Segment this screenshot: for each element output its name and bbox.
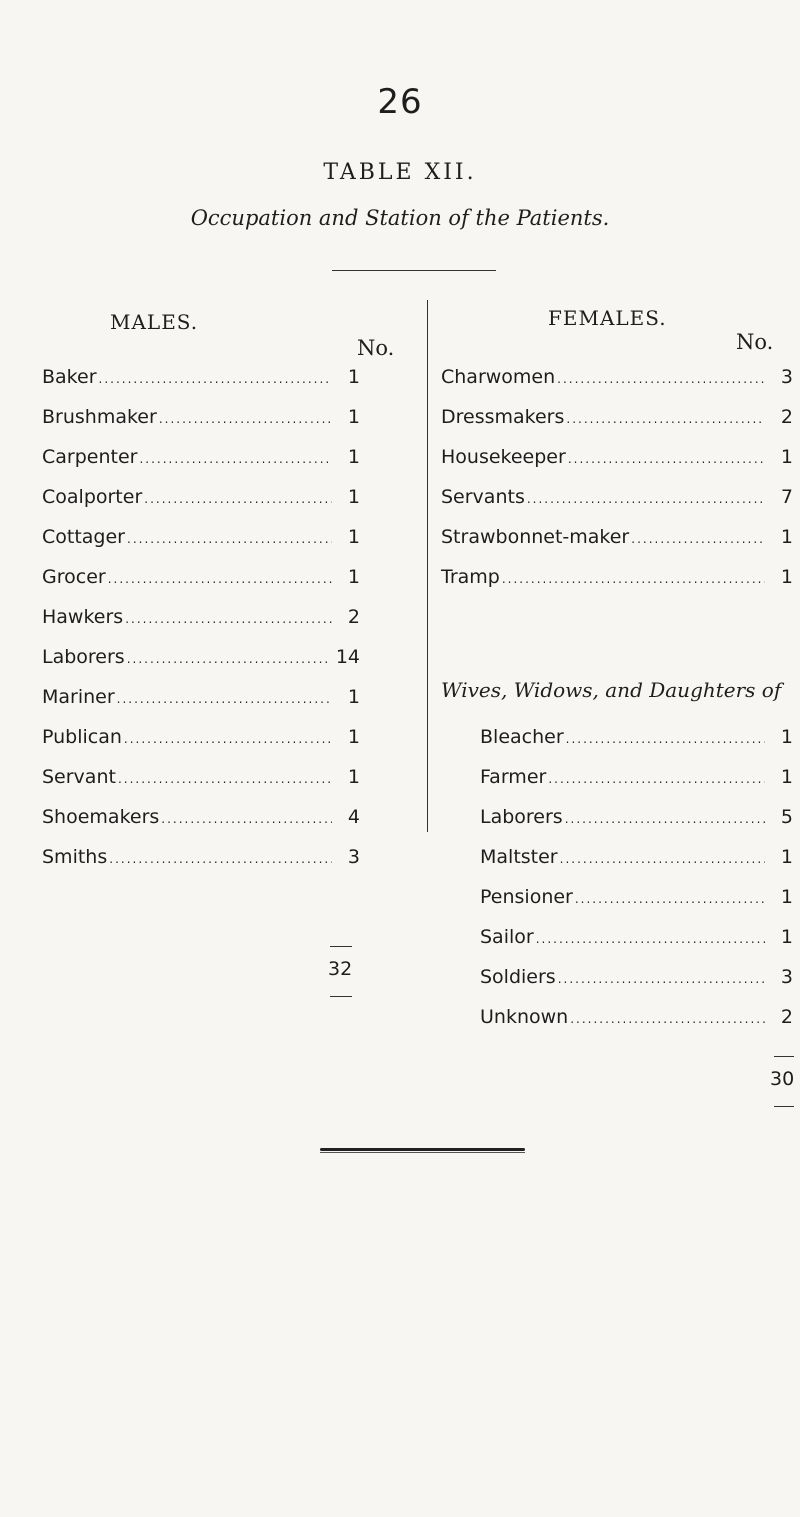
occupation-label: Pensioner: [480, 886, 573, 908]
dot-leader: [117, 692, 332, 706]
dot-leader: [99, 372, 332, 386]
count-value: 1: [347, 406, 360, 428]
count-value: 1: [780, 446, 793, 468]
dot-leader: [558, 972, 765, 986]
count-value: 1: [347, 366, 360, 388]
table-row: [42, 806, 360, 836]
dot-leader: [127, 652, 330, 666]
dot-leader: [566, 732, 765, 746]
occupation-label: Grocer: [42, 566, 106, 588]
count-value: 1: [780, 726, 793, 748]
table-row: [441, 406, 793, 436]
count-value: 3: [780, 366, 793, 388]
count-value: 1: [347, 526, 360, 548]
females-heading: FEMALES.: [548, 306, 667, 330]
males-total-rule-top: [330, 946, 352, 947]
dot-leader: [565, 812, 765, 826]
occupation-label: Farmer: [480, 766, 547, 788]
females-total-rule-top: [774, 1056, 794, 1057]
table-row: [480, 926, 793, 956]
title-rule: [332, 270, 496, 271]
table-row: [441, 526, 793, 556]
table-row: [480, 846, 793, 876]
dot-leader: [548, 772, 765, 786]
females-no-label: No.: [736, 330, 774, 354]
table-row: [42, 646, 360, 676]
occupation-label: Strawbonnet-maker: [441, 526, 630, 548]
dot-leader: [125, 612, 332, 626]
count-value: 1: [347, 686, 360, 708]
dot-leader: [566, 412, 765, 426]
occupation-label: Mariner: [42, 686, 115, 708]
count-value: 1: [347, 726, 360, 748]
occupation-label: Maltster: [480, 846, 558, 868]
occupation-label: Baker: [42, 366, 97, 388]
occupation-label: Soldiers: [480, 966, 556, 988]
table-title: TABLE XII.: [323, 160, 477, 185]
column-divider: [427, 300, 428, 832]
dot-leader: [127, 532, 332, 546]
table-row: [42, 566, 360, 596]
count-value: 1: [347, 446, 360, 468]
occupation-label: Charwomen: [441, 366, 556, 388]
count-value: 1: [347, 486, 360, 508]
count-value: 2: [780, 1006, 793, 1028]
count-value: 2: [780, 406, 793, 428]
table-row: [42, 606, 360, 636]
dot-leader: [108, 572, 332, 586]
table-row: [42, 366, 360, 396]
table-row: [480, 806, 793, 836]
count-value: 1: [780, 886, 793, 908]
table-row: [42, 526, 360, 556]
occupation-label: Brushmaker: [42, 406, 157, 428]
table-row: [441, 566, 793, 596]
table-row: [42, 846, 360, 876]
table-row: [480, 726, 793, 756]
count-value: 1: [780, 766, 793, 788]
count-value: 1: [347, 766, 360, 788]
females-total: 30: [770, 1068, 795, 1090]
dot-leader: [118, 772, 332, 786]
table-row: [441, 486, 793, 516]
dot-leader: [159, 412, 332, 426]
table-row: [42, 446, 360, 476]
occupation-label: Housekeeper: [441, 446, 566, 468]
dot-leader: [161, 812, 332, 826]
occupation-label: Cottager: [42, 526, 125, 548]
dot-leader: [536, 932, 765, 946]
bottom-ornament-rule-thin: [320, 1152, 525, 1153]
occupation-label: Hawkers: [42, 606, 124, 628]
count-value: 7: [780, 486, 793, 508]
dot-leader: [527, 492, 765, 506]
dot-leader: [560, 852, 765, 866]
males-heading: MALES.: [110, 310, 199, 334]
dot-leader: [502, 572, 765, 586]
page-number: 26: [377, 82, 423, 122]
occupation-label: Laborers: [480, 806, 563, 828]
dot-leader: [144, 492, 332, 506]
count-value: 1: [780, 526, 793, 548]
count-value: 1: [780, 846, 793, 868]
table-subtitle: Occupation and Station of the Patients.: [190, 206, 610, 230]
table-row: [42, 486, 360, 516]
males-total-rule-bottom: [330, 996, 352, 997]
dot-leader: [570, 1012, 765, 1026]
occupation-label: Sailor: [480, 926, 534, 948]
dot-leader: [139, 452, 332, 466]
count-value: 4: [347, 806, 360, 828]
dot-leader: [109, 852, 332, 866]
table-row: [480, 1006, 793, 1036]
dot-leader: [124, 732, 332, 746]
count-value: 14: [335, 646, 360, 668]
occupation-label: Smiths: [42, 846, 108, 868]
occupation-label: Laborers: [42, 646, 125, 668]
dot-leader: [557, 372, 765, 386]
occupation-label: Servants: [441, 486, 525, 508]
table-row: [441, 366, 793, 396]
table-row: [480, 886, 793, 916]
occupation-label: Dressmakers: [441, 406, 565, 428]
table-row: [480, 766, 793, 796]
count-value: 5: [780, 806, 793, 828]
bottom-ornament-rule: [320, 1148, 525, 1151]
occupation-label: Publican: [42, 726, 122, 748]
table-row: [42, 406, 360, 436]
dot-leader: [568, 452, 765, 466]
table-row: [42, 726, 360, 756]
count-value: 1: [780, 566, 793, 588]
occupation-label: Bleacher: [480, 726, 564, 748]
count-value: 2: [347, 606, 360, 628]
count-value: 3: [780, 966, 793, 988]
occupation-label: Tramp: [441, 566, 500, 588]
occupation-label: Shoemakers: [42, 806, 160, 828]
males-no-label: No.: [357, 336, 395, 360]
count-value: 1: [780, 926, 793, 948]
females-subheading: Wives, Widows, and Daughters of: [441, 678, 782, 702]
occupation-label: Unknown: [480, 1006, 569, 1028]
table-row: [480, 966, 793, 996]
dot-leader: [631, 532, 765, 546]
table-row: [441, 446, 793, 476]
count-value: 1: [347, 566, 360, 588]
table-row: [42, 686, 360, 716]
occupation-label: Servant: [42, 766, 116, 788]
dot-leader: [575, 892, 765, 906]
table-row: [42, 766, 360, 796]
males-total: 32: [328, 958, 353, 980]
females-total-rule-bottom: [774, 1106, 794, 1107]
count-value: 3: [347, 846, 360, 868]
occupation-label: Carpenter: [42, 446, 138, 468]
occupation-label: Coalporter: [42, 486, 143, 508]
